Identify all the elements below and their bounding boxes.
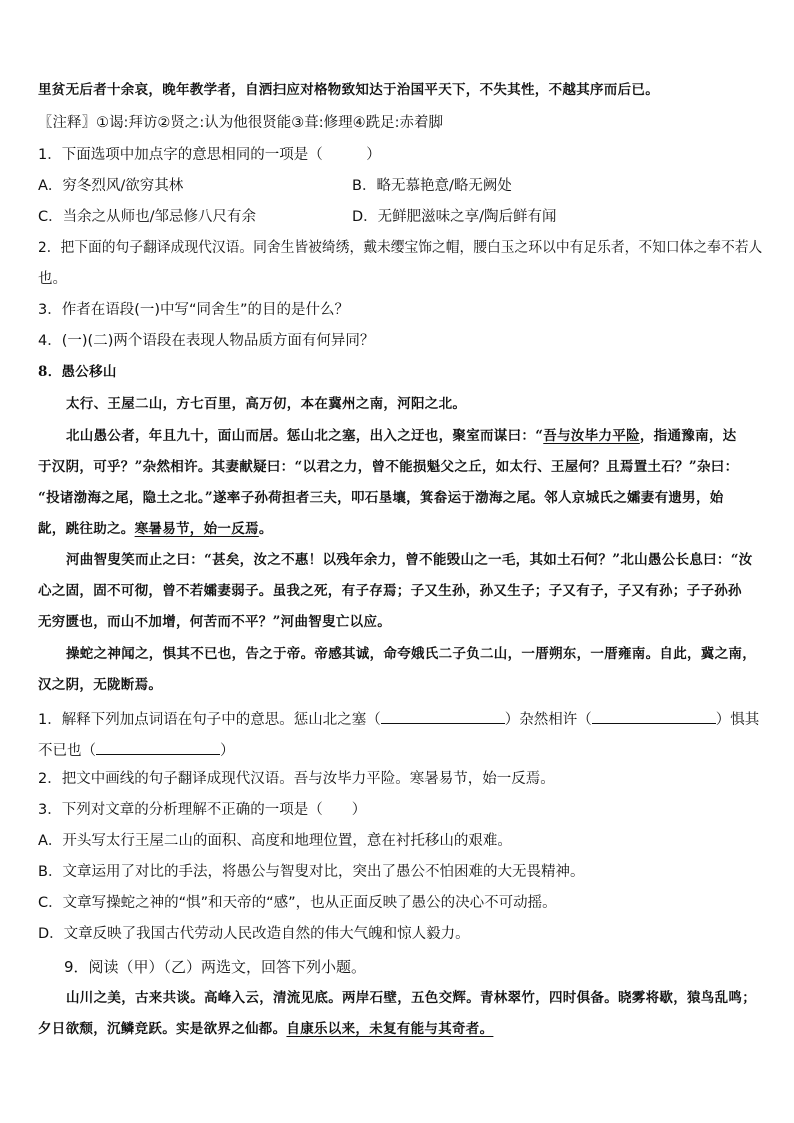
s8-para-3-line-2: 心之固，固不可彻，曾不若孀妻弱子。虽我之死，有子存焉；子又生孙，孙又生子；子又有子，子又有孙；子子孙孙	[38, 583, 742, 599]
s8-para-2-line-3: “投诸渤海之尾，隐土之北。”遂率子孙荷担者三夫，叩石垦壤，箕畚运于渤海之尾。邻人京城氏之孀妻有遗男，始	[38, 490, 724, 506]
text-run: 龀，跳往助之。	[38, 521, 135, 537]
q1-option-c[interactable]: C．当余之从师也/邹忌修八尺有余	[38, 209, 257, 225]
q1-option-d[interactable]: D．无鲜肥滋味之享/陶后鲜有闻	[352, 209, 557, 225]
text-run: ）	[220, 743, 235, 759]
text-run: 北山愚公者，年且九十，面山而居。惩山北之塞，出入之迂也，聚室而谋曰：“	[66, 428, 544, 444]
answer-blank-2[interactable]	[592, 710, 716, 724]
text-run: 1．解释下列加点词语在句子中的意思。惩山北之塞（	[38, 712, 381, 728]
s8-para-3-line-3: 无穷匮也，而山不加增，何苦而不平？”河曲智叟亡以应。	[38, 614, 392, 630]
s8-q3-option-a[interactable]: A．开头写太行王屋二山的面积、高度和地理位置，意在衬托移山的艰难。	[38, 833, 512, 849]
s8-para-2-line-4	[38, 523, 273, 537]
question-2-line-2: 也。	[38, 271, 67, 287]
question-4: 4．(一)(二)两个语段在表现人物品质方面有何异同？	[38, 333, 375, 349]
text-run: 夕日欲颓，沉鳞竞跃。实是欲界之仙都。	[38, 1021, 287, 1037]
s8-question-1-line-1	[38, 710, 759, 728]
s8-para-2-line-2: 于汉阴，可乎？”杂然相许。其妻献疑曰：“以君之力，曾不能损魁父之丘，如太行、王屋何？且焉置土石？”杂曰：	[38, 459, 739, 475]
question-2-line-1: 2．把下面的句子翻译成现代汉语。同舍生皆被绮绣，戴未缨宝饰之帽，腰白玉之环以中有足乐者，不知口体之奉不若人	[38, 240, 763, 256]
underlined-sentence-3: 自康乐以来，未复有能与其奇者。	[286, 1021, 494, 1037]
section-8-heading: 8．愚公移山	[38, 364, 117, 380]
text-run: 。	[258, 521, 273, 537]
text-run: 不已也（	[38, 743, 96, 759]
text-run: ）杂然相许（	[504, 712, 592, 728]
s8-q3-option-d[interactable]: D．文章反映了我国古代劳动人民改造自然的伟大气魄和惊人毅力。	[38, 926, 470, 942]
text-run: ，指通豫南，达	[639, 428, 737, 444]
s9-para-1-line-2	[38, 1023, 493, 1037]
underlined-sentence-2: 寒暑易节，始一反焉	[134, 521, 259, 537]
q1-option-b[interactable]: B．略无慕艳意/略无阙处	[352, 178, 512, 194]
s8-question-1-line-2	[38, 741, 235, 759]
s9-para-1-line-1: 山川之美，古来共谈。高峰入云，清流见底。两岸石壁，五色交辉。青林翠竹，四时俱备。晓雾将歇，猿鸟乱鸣；	[66, 990, 756, 1006]
s8-para-2-line-1	[66, 430, 736, 444]
s8-question-3: 3．下列对文章的分析理解不正确的一项是（ ）	[38, 802, 367, 818]
passage-tail: 里贫无后者十余哀，晚年教学者，自洒扫应对格物致知达于治国平天下，不失其性，不越其序而后已。	[38, 82, 659, 98]
s8-q3-option-b[interactable]: B．文章运用了对比的手法，将愚公与智叟对比，突出了愚公不怕困难的大无畏精神。	[38, 864, 585, 880]
question-1-stem: 1．下面选项中加点字的意思相同的一项是（ ）	[38, 147, 381, 163]
text-run: ）惧其	[715, 712, 760, 728]
s8-para-4-line-1: 操蛇之神闻之，惧其不已也，告之于帝。帝感其诚，命夸娥氏二子负二山，一厝朔东，一厝雍南。自此，冀之南，	[66, 646, 756, 662]
q1-options-row-2	[38, 209, 557, 225]
answer-blank-3[interactable]	[96, 741, 220, 755]
answer-blank-1[interactable]	[381, 710, 505, 724]
section-9-heading: 9．阅读（甲）（乙）两选文，回答下列小题。	[64, 958, 367, 976]
q1-options-row-1	[38, 178, 512, 194]
s8-para-3-line-1: 河曲智叟笑而止之曰：“甚矣，汝之不惠！以残年余力，曾不能毁山之一毛，其如土石何？”北山愚公长息曰：“汝	[66, 552, 753, 568]
s8-para-4-line-2: 汉之阴，无陇断焉。	[38, 677, 163, 693]
question-3: 3．作者在语段(一)中写“同舍生”的目的是什么？	[38, 302, 350, 318]
q1-option-a[interactable]: A．穷冬烈风/欲穷其林	[38, 178, 184, 194]
s8-para-1: 太行、王屋二山，方七百里，高万仞，本在冀州之南，河阳之北。	[66, 396, 467, 412]
underlined-sentence-1: 吾与汝毕力平险	[543, 428, 640, 444]
s8-question-2: 2．把文中画线的句子翻译成现代汉语。吾与汝毕力平险。寒暑易节，始一反焉。	[38, 771, 555, 787]
s8-q3-option-c[interactable]: C．文章写操蛇之神的“惧”和天帝的“感”，也从正面反映了愚公的决心不可动摇。	[38, 895, 557, 911]
notes: 〖注释〗①谒:拜访②贤之:认为他很贤能③葺:修理④跣足:赤着脚	[38, 115, 444, 131]
